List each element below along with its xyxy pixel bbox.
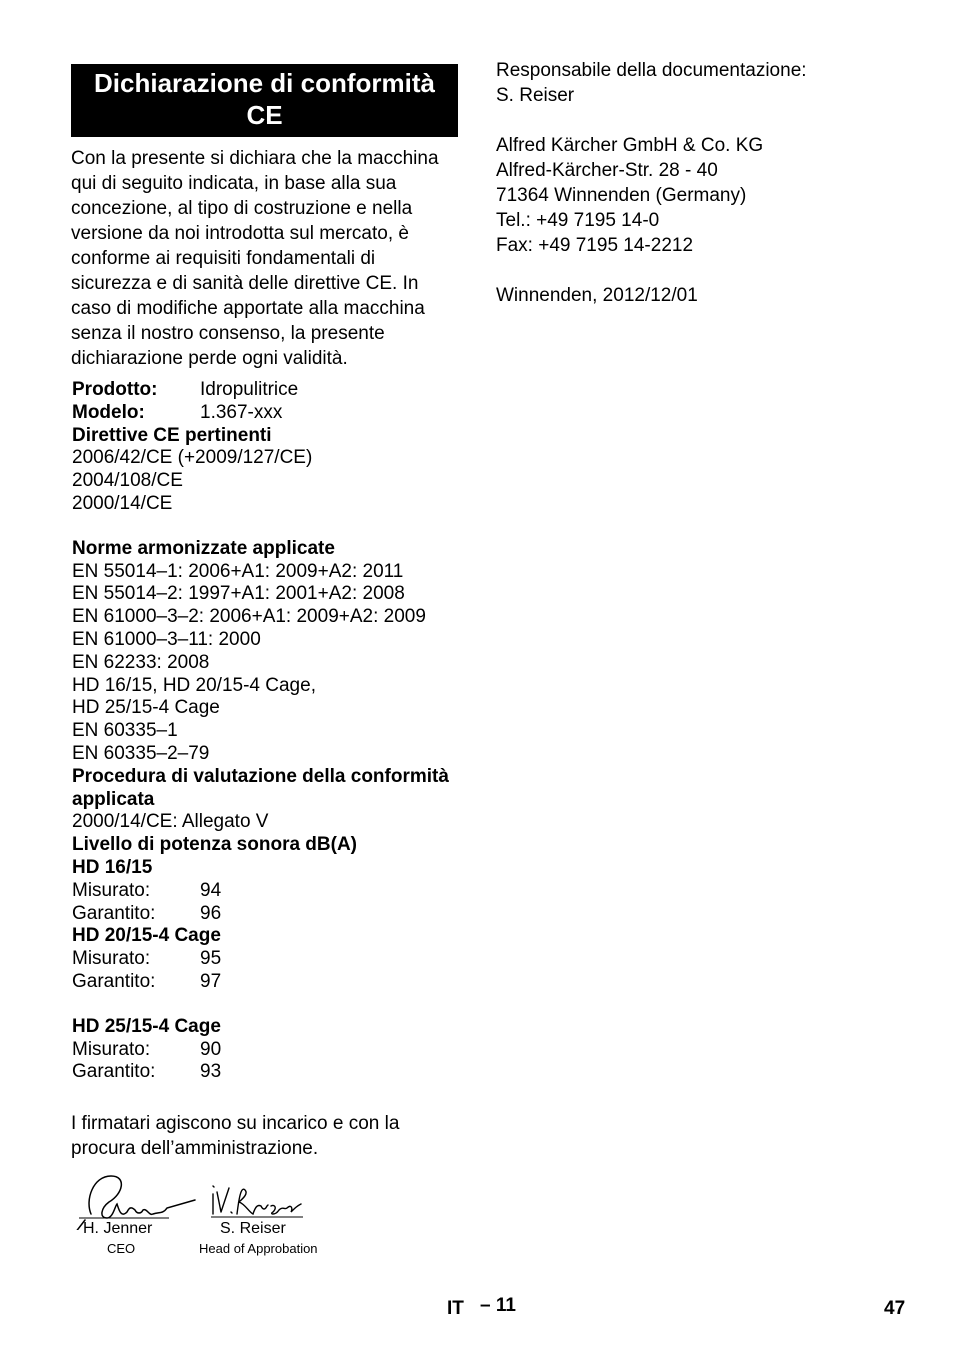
footer-page-number: 47 xyxy=(884,1298,906,1319)
guaranteed-row xyxy=(72,903,458,926)
product-value: Idropulitrice xyxy=(200,379,299,400)
declaration-intro: Con la presente si dichiara che la macchina qui di seguito indicata, in base alla sua concezione, al tipo di costruzione e nella versione da noi introdotta sul mercato, è conforme ai requisiti fondamentali di sicurezza e di sanità delle direttive CE. In caso di modifiche apportate alla macchina senza il nostro consenso, la presente dichiarazione perde ogni validità. xyxy=(71,148,439,369)
model-row xyxy=(72,402,458,425)
declaration-column xyxy=(71,64,458,1161)
directives-heading: Direttive CE pertinenti xyxy=(72,424,272,446)
guaranteed-row xyxy=(72,971,458,994)
spacer xyxy=(72,994,458,1016)
measured-value: 94 xyxy=(200,879,222,901)
measured-value: 95 xyxy=(200,948,222,970)
footer-section-page: – 11 xyxy=(480,1295,516,1316)
footer-language: IT xyxy=(447,1298,464,1319)
product-row xyxy=(72,379,458,402)
standard-item: EN 60335–1 xyxy=(72,720,178,742)
model-name: HD 25/15-4 Cage xyxy=(72,1015,221,1037)
model-label: Modelo: xyxy=(72,401,145,423)
company-name: Alfred Kärcher GmbH & Co. KG xyxy=(496,135,764,156)
guaranteed-value: 97 xyxy=(200,970,222,992)
company-city: 71364 Winnenden (Germany) xyxy=(496,185,747,206)
signatory-name: H. Jenner xyxy=(83,1220,153,1237)
standard-item: EN 55014–2: 1997+A1: 2001+A2: 2008 xyxy=(72,583,405,605)
model-value: 1.367-xxx xyxy=(200,401,283,423)
documentation-label: Responsabile della documentazione: xyxy=(496,60,807,81)
signatory-role: Head of Approbation xyxy=(199,1241,318,1256)
guaranteed-label: Garantito: xyxy=(72,970,156,992)
company-tel: Tel.: +49 7195 14-0 xyxy=(496,210,660,231)
standard-item: HD 16/15, HD 20/15-4 Cage, xyxy=(72,674,316,696)
procedure-heading: Procedura di valutazione della conformità applicata xyxy=(72,765,449,810)
guaranteed-label: Garantito: xyxy=(72,902,156,924)
measured-value: 90 xyxy=(200,1038,222,1060)
spacer xyxy=(72,516,458,538)
measured-label: Misurato: xyxy=(72,948,151,970)
measured-row xyxy=(72,1039,458,1062)
directive-item: 2006/42/CE (+2009/127/CE) xyxy=(72,447,313,469)
signatory-name: S. Reiser xyxy=(220,1220,286,1237)
standard-item: EN 62233: 2008 xyxy=(72,651,210,673)
place-date: Winnenden, 2012/12/01 xyxy=(496,285,698,306)
measured-label: Misurato: xyxy=(72,1038,151,1060)
product-label: Prodotto: xyxy=(72,379,158,400)
directive-item: 2000/14/CE xyxy=(72,492,173,514)
signatory-role: CEO xyxy=(107,1241,136,1256)
standard-item: EN 61000–3–11: 2000 xyxy=(72,628,261,650)
directive-item: 2004/108/CE xyxy=(72,470,183,492)
standard-item: HD 25/15-4 Cage xyxy=(72,697,220,719)
spacer xyxy=(496,108,896,133)
model-name: HD 16/15 xyxy=(72,856,153,878)
procedure-value: 2000/14/CE: Allegato V xyxy=(72,811,269,833)
guaranteed-value: 96 xyxy=(200,902,222,924)
sound-heading: Livello di potenza sonora dB(A) xyxy=(72,834,358,856)
standard-item: EN 61000–3–2: 2006+A1: 2009+A2: 2009 xyxy=(72,606,426,628)
spacer xyxy=(496,258,896,283)
measured-row xyxy=(72,948,458,971)
declaration-title: Dichiarazione di conformità CE xyxy=(71,64,458,137)
company-street: Alfred-Kärcher-Str. 28 - 40 xyxy=(496,160,718,181)
standard-item: EN 60335–2–79 xyxy=(72,742,210,764)
measured-label: Misurato: xyxy=(72,879,151,901)
contact-column xyxy=(496,58,896,308)
model-name: HD 20/15-4 Cage xyxy=(72,925,221,947)
measured-row xyxy=(72,880,458,903)
closing-statement: I firmatari agiscono su incarico e con la procura dell’amministrazione. xyxy=(71,1113,400,1160)
guaranteed-row xyxy=(72,1061,458,1084)
guaranteed-value: 93 xyxy=(200,1061,222,1083)
standard-item: EN 55014–1: 2006+A1: 2009+A2: 2011 xyxy=(72,560,404,582)
specifications xyxy=(71,379,458,1084)
company-fax: Fax: +49 7195 14-2212 xyxy=(496,235,694,256)
signature-block xyxy=(71,1168,371,1268)
standards-heading: Norme armonizzate applicate xyxy=(72,537,335,559)
documentation-person: S. Reiser xyxy=(496,85,575,106)
guaranteed-label: Garantito: xyxy=(72,1061,156,1083)
